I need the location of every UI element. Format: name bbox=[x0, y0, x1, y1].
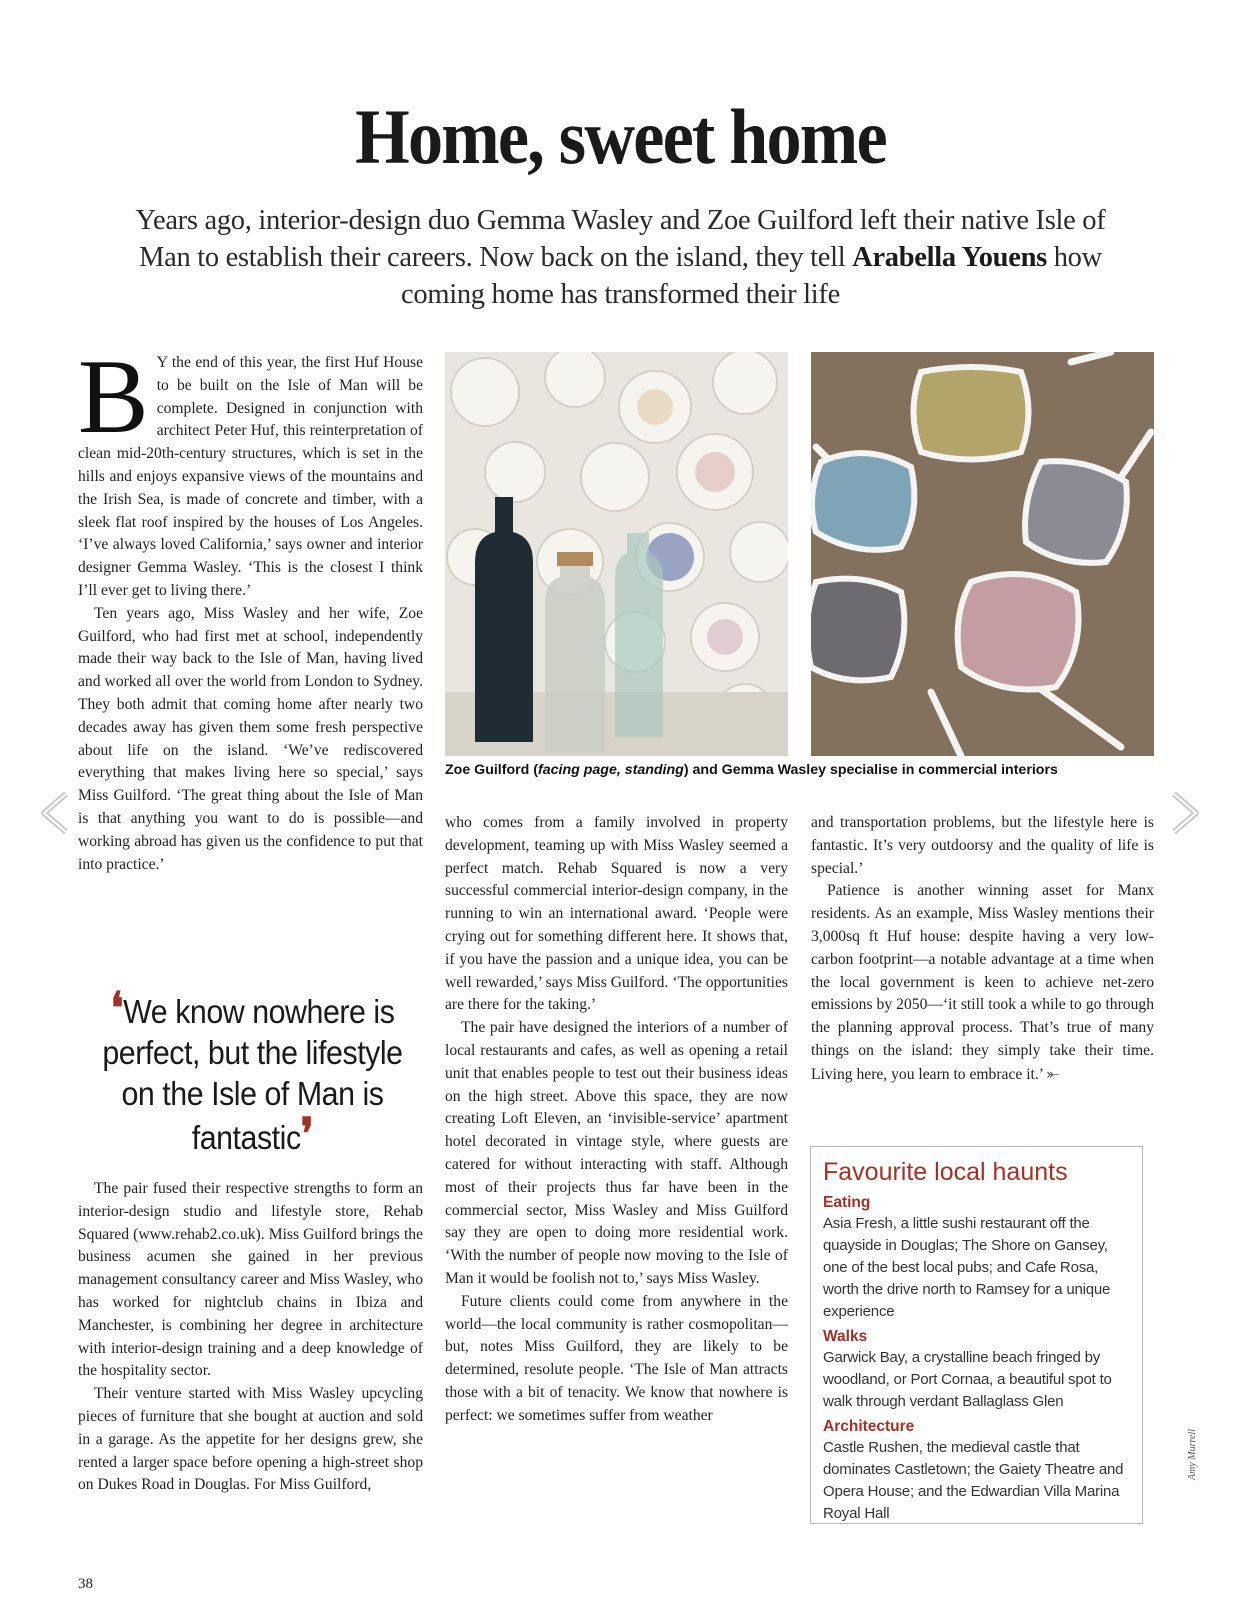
photo-plates-and-bottles bbox=[445, 352, 788, 756]
pull-quote-text: We know nowhere is perfect, but the lifestyle on the Isle of Man is fantastic bbox=[102, 993, 403, 1156]
chairs-illustration bbox=[811, 352, 1154, 756]
photo-caption bbox=[445, 762, 1185, 778]
haunts-text-eating: Asia Fresh, a little sushi restaurant off the quayside in Douglas; The Shore on Gansey, one of the best local pubs; and Cafe Rosa, worth the drive north to Ramsey for a unique experience bbox=[823, 1215, 1111, 1320]
standfirst-intro: Years ago, interior-design duo Gemma Wasley and Zoe Guilford left their native Isle of Man to establish their careers. Now back on the island, they tell bbox=[135, 205, 1106, 273]
paragraph: Y the end of this year, the first Huf House to be built on the Isle of Man will be complete. Designed in conjunction with architect Peter Huf, this reinterpretation of clean mid-20th-century structures, which is set in the hills and enjoys expansive views of the mountains and the Irish Sea, is made of concrete and timber, with a sleek flat roof inspired by the houses of Los Angeles. ‘I’ve always loved California,’ says owner and interior designer Gemma Wasley. ‘This is the closest I think I’ll ever get to living there.’ bbox=[78, 354, 423, 599]
paragraph: and transportation problems, but the lifestyle here is fantastic. It’s very outdoorsy and the quality of life is special.’ bbox=[811, 814, 1154, 877]
close-quote-mark: ❜ bbox=[300, 1110, 314, 1159]
caption-text: ) and Gemma Wasley specialise in commercial interiors bbox=[683, 762, 1058, 778]
haunts-title: Favourite local haunts bbox=[823, 1158, 1068, 1186]
standfirst bbox=[130, 202, 1111, 313]
page-number: 38 bbox=[78, 1576, 93, 1592]
drop-cap: B bbox=[78, 338, 149, 455]
author-name: Arabella Youens bbox=[852, 242, 1047, 273]
paragraph: The pair fused their respective strengths to form an interior-design studio and lifestyle store, Rehab Squared (www.rehab2.co.uk). Miss Guilford brings the business acumen she gained in her previous management consultancy career and Miss Wasley, who has worked for nightclub chains in Ibiza and Manchester, is combining her degree in architecture with interior-design training and a deep knowledge of the hospitality sector. bbox=[78, 1180, 423, 1380]
paragraph: Future clients could come from anywhere in the world—the local community is rather cosmopolitan—but, notes Miss Guilford, they are likely to be determined, resolute people. ‘The Isle of Man attracts those with a bit of tenacity. We know that nowhere is perfect: we sometimes suffer from weather bbox=[445, 1292, 788, 1424]
haunts-heading-eating: Eating bbox=[823, 1194, 871, 1211]
column-2 bbox=[445, 812, 788, 1428]
photo-chairs bbox=[811, 352, 1154, 756]
paragraph bbox=[811, 880, 1154, 1086]
column-1-bottom bbox=[78, 1178, 423, 1497]
haunts-text-architecture: Castle Rushen, the medieval castle that dominates Castletown; the Gaiety Theatre and Opera House; and the Edwardian Villa Marina Royal Hall bbox=[823, 1439, 1124, 1522]
haunts-heading-architecture: Architecture bbox=[823, 1418, 915, 1435]
standfirst-outro: how coming home has transformed their life bbox=[401, 242, 1102, 310]
favourite-haunts-box bbox=[810, 1146, 1143, 1524]
end-mark-icon: ⤜ bbox=[1046, 1063, 1060, 1083]
column-3 bbox=[811, 812, 1154, 1087]
caption-text: Zoe Guilford ( bbox=[445, 762, 538, 778]
article-title: Home, sweet home bbox=[355, 93, 886, 180]
paragraph-text: Patience is another winning asset for Manx residents. As an example, Miss Wasley mentions their 3,000sq ft Huf house: despite having a very low-carbon footprint—a notable advantage at a time when the local government is keen to achieve net-zero emissions by 2050—‘it still took a while to go through the planning approval process. That’s true of many things on the island: they simply take their time. Living here, you learn to embrace it.’ bbox=[811, 882, 1154, 1083]
haunts-heading-walks: Walks bbox=[823, 1328, 868, 1345]
open-quote-mark: ❛ bbox=[110, 984, 124, 1033]
paragraph: Their venture started with Miss Wasley upcycling pieces of furniture that she bought at auction and sold in a garage. As the appetite for her designs grew, she rented a larger space before opening a high-street shop on Dukes Road in Douglas. For Miss Guilford, bbox=[78, 1385, 423, 1494]
haunts-text-walks: Garwick Bay, a crystalline beach fringed by woodland, or Port Cornaa, a beautiful spot to walk through verdant Ballaglass Glen bbox=[823, 1349, 1112, 1410]
paragraph: who comes from a family involved in property development, teaming up with Miss Wasley seemed a perfect match. Rehab Squared is now a very successful commercial interior-design company, in the running to win an international award. ‘People were crying out for something different here. It shows that, if you have the passion and a unique idea, you can be well rewarded,’ says Miss Guilford. ‘The opportunities are there for the taking.’ bbox=[445, 814, 788, 1014]
caption-italic: facing page, standing bbox=[538, 762, 684, 778]
column-1-top bbox=[78, 338, 423, 876]
photo-credit: Amy Murrell bbox=[1187, 1428, 1198, 1480]
next-page-arrow-icon[interactable] bbox=[1166, 790, 1204, 836]
plates-bottles-illustration bbox=[445, 352, 788, 756]
previous-page-arrow-icon[interactable] bbox=[36, 790, 74, 836]
pull-quote bbox=[94, 984, 411, 1159]
paragraph: The pair have designed the interiors of a number of local restaurants and cafes, as well as opening a retail unit that enables people to test out their business ideas on the high street. Above this space, they are now creating Loft Eleven, an ‘invisible-service’ apartment hotel decorated in vintage style, where guests are catered for without interacting with staff. Although most of their projects thus far have been in the commercial sector, Miss Wasley and Miss Guilford say they are open to doing more residential work. ‘With the number of people now moving to the Isle of Man it would be foolish not to,’ says Miss Wasley. bbox=[445, 1019, 788, 1287]
paragraph: Ten years ago, Miss Wasley and her wife, Zoe Guilford, who had first met at school, independently made their way back to the Isle of Man, having lived and worked all over the world from London to Sydney. They both admit that coming home after nearly two decades away has given them some fresh perspective about life on the island. ‘We’ve rediscovered everything that makes living here so special,’ says Miss Guilford. ‘The great thing about the Isle of Man is that anything you want to do is possible—and working abroad has given us the confidence to put that into practice.’ bbox=[78, 604, 423, 873]
